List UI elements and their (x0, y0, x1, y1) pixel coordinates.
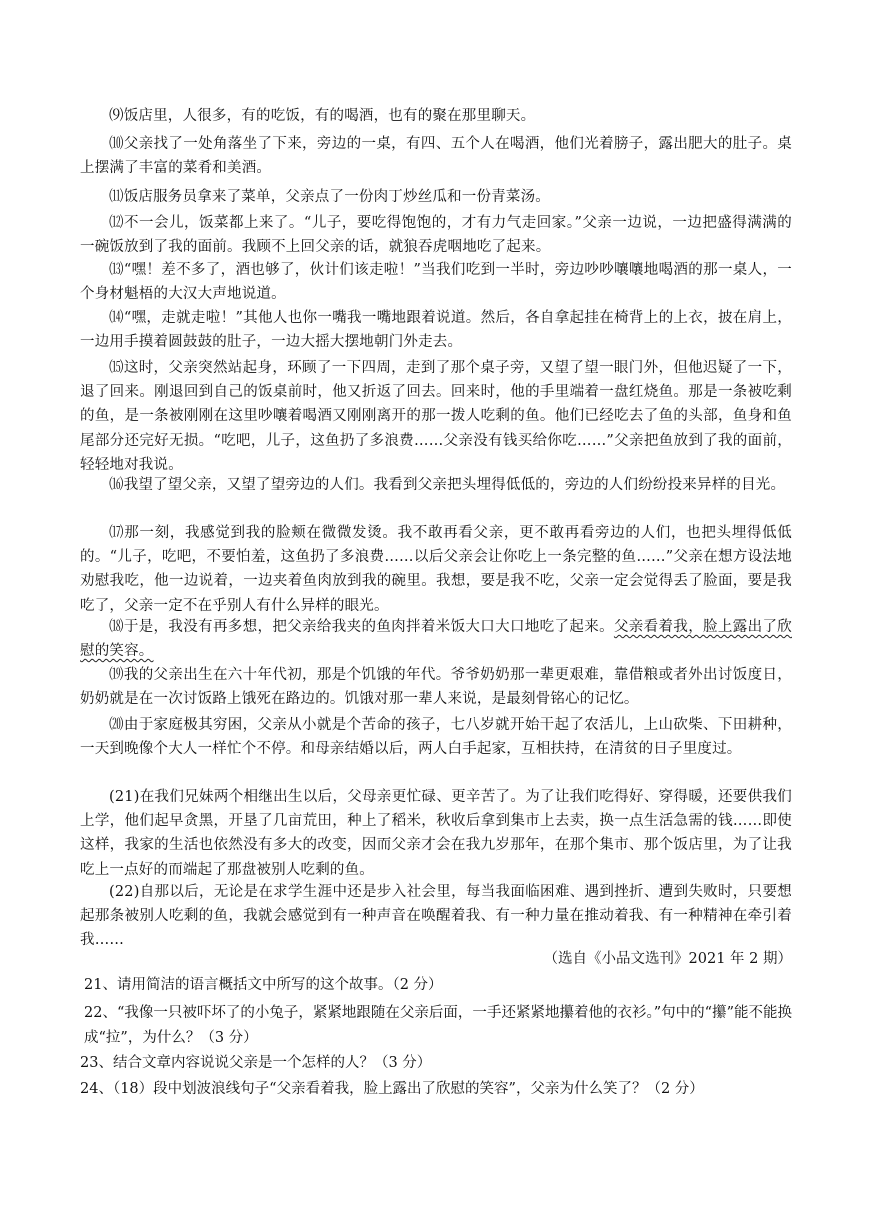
source-citation: （选自《小品文选刊》2021 年 2 期） (543, 951, 792, 967)
question-23: 23、结合文章内容说说父亲是一个怎样的人？（3 分） (80, 1055, 432, 1071)
paragraph-20: ⒇由于家庭极其穷困，父亲从小就是个苦命的孩子，七八岁就开始干起了农活儿，上山砍柴、下田耕种，一天到晚像个大人一样忙个不停。和母亲结婚以后，两人白手起家，互相扶持，在清贫的日子里度过。 (80, 717, 792, 758)
paragraph-21: (21)在我们兄妹两个相继出生以后，父母亲更忙碌、更辛苦了。为了让我们吃得好、穿得暖，还要供我们上学，他们起早贪黑，开垦了几亩荒田，种上了稻米，秋收后拿到集市上去卖，换一点生活急需的钱……即使这样，我家的生活也依然没有多大的改变，因而父亲才会在我九岁那年，在那个集市、那个饭店里，为了让我吃上一点好的而端起了那盘被别人吃剩的鱼。 (80, 789, 792, 878)
paragraph-18-text: ⒅于是，我没有再多想，把父亲给我夹的鱼肉拌着米饭大口大口地吃了起来。 (109, 619, 614, 635)
paragraph-15: ⒂这时，父亲突然站起身，环顾了一下四周，走到了那个桌子旁，又望了望一眼门外，但他迟疑了一下，退了回来。刚退回到自己的饭桌前时，他又折返了回去。回来时，他的手里端着一盘红烧鱼。那是一条被吃剩的鱼，是一条被刚刚在这里吵嚷着喝酒又刚刚离开的那一拨人吃剩的鱼。他们已经吃去了鱼的头部，鱼身和鱼尾部分还完好无损。“吃吧，儿子，这鱼扔了多浪费……父亲没有钱买给你吃……”父亲把鱼放到了我的面前，轻轻地对我说。 (80, 360, 792, 473)
question-24: 24、（18）段中划波浪线句子“父亲看着我，脸上露出了欣慰的笑容”，父亲为什么笑了？（2 分） (80, 1081, 704, 1097)
question-21: 21、请用简洁的语言概括文中所写的这个故事。（2 分） (84, 977, 443, 993)
paragraph-13: ⒀“嘿！差不多了，酒也够了，伙计们该走啦！”当我们吃到一半时，旁边吵吵嚷嚷地喝酒的那一桌人，一个身材魁梧的大汉大声地说道。 (80, 262, 792, 303)
paragraph-18 (80, 615, 792, 663)
question-22: 22、“我像一只被吓坏了的小兔子，紧紧地跟随在父亲后面，一手还紧紧地攥着他的衣衫。”句中的“攥”能不能换成“拉”，为什么？（3 分） (84, 1005, 792, 1046)
paragraph-9: ⑼饭店里，人很多，有的吃饭，有的喝酒，也有的聚在那里聊天。 (109, 108, 536, 124)
paragraph-12: ⑿不一会儿，饭菜都上来了。“儿子，要吃得饱饱的，才有力气走回家。”父亲一边说，一边把盛得满满的一碗饭放到了我的面前。我顾不上回父亲的话，就狼吞虎咽地吃了起来。 (80, 215, 792, 256)
paragraph-11: ⑾饭店服务员拿来了菜单，父亲点了一份肉丁炒丝瓜和一份青菜汤。 (109, 189, 550, 205)
paragraph-22: (22)自那以后，无论是在求学生涯中还是步入社会里，每当我面临困难、遇到挫折、遭到失败时，只要想起那条被别人吃剩的鱼，我就会感觉到有一种声音在唤醒着我、有一种力量在推动着我、有一种精神在牵引着我…… (80, 884, 792, 949)
paragraph-10: ⑽父亲找了一处角落坐了下来，旁边的一桌，有四、五个人在喝酒，他们光着膀子，露出肥大的肚子。桌上摆满了丰富的菜肴和美酒。 (80, 136, 792, 177)
paragraph-17: ⒄那一刻，我感觉到我的脸颊在微微发烫。我不敢再看父亲，更不敢再看旁边的人们，也把头埋得低低的。“儿子，吃吧，不要怕羞，这鱼扔了多浪费……以后父亲会让你吃上一条完整的鱼……”父亲在想方设法地劝慰我吃，他一边说着，一边夹着鱼肉放到我的碗里。我想，要是我不吃，父亲一定会觉得丢了脸面，要是我吃了，父亲一定不在乎别人有什么异样的眼光。 (80, 525, 792, 614)
paragraph-19: ⒆我的父亲出生在六十年代初，那是个饥饿的年代。爷爷奶奶那一辈更艰难，靠借粮或者外出讨饭度日，奶奶就是在一次讨饭路上饿死在路边的。饥饿对那一辈人来说，是最刻骨铭心的记忆。 (80, 667, 792, 708)
wavy-underlined-sentence: 父亲看着我，脸上露出了欣慰的笑容。 (80, 619, 792, 660)
paragraph-14: ⒁“嘿，走就走啦！”其他人也你一嘴我一嘴地跟着说道。然后，各自拿起挂在椅背上的上衣，披在肩上，一边用手摸着圆鼓鼓的肚子，一边大摇大摆地朝门外走去。 (80, 310, 792, 351)
paragraph-16: ⒃我望了望父亲，又望了望旁边的人们。我看到父亲把头埋得低低的，旁边的人们纷纷投来异样的目光。 (109, 477, 786, 493)
